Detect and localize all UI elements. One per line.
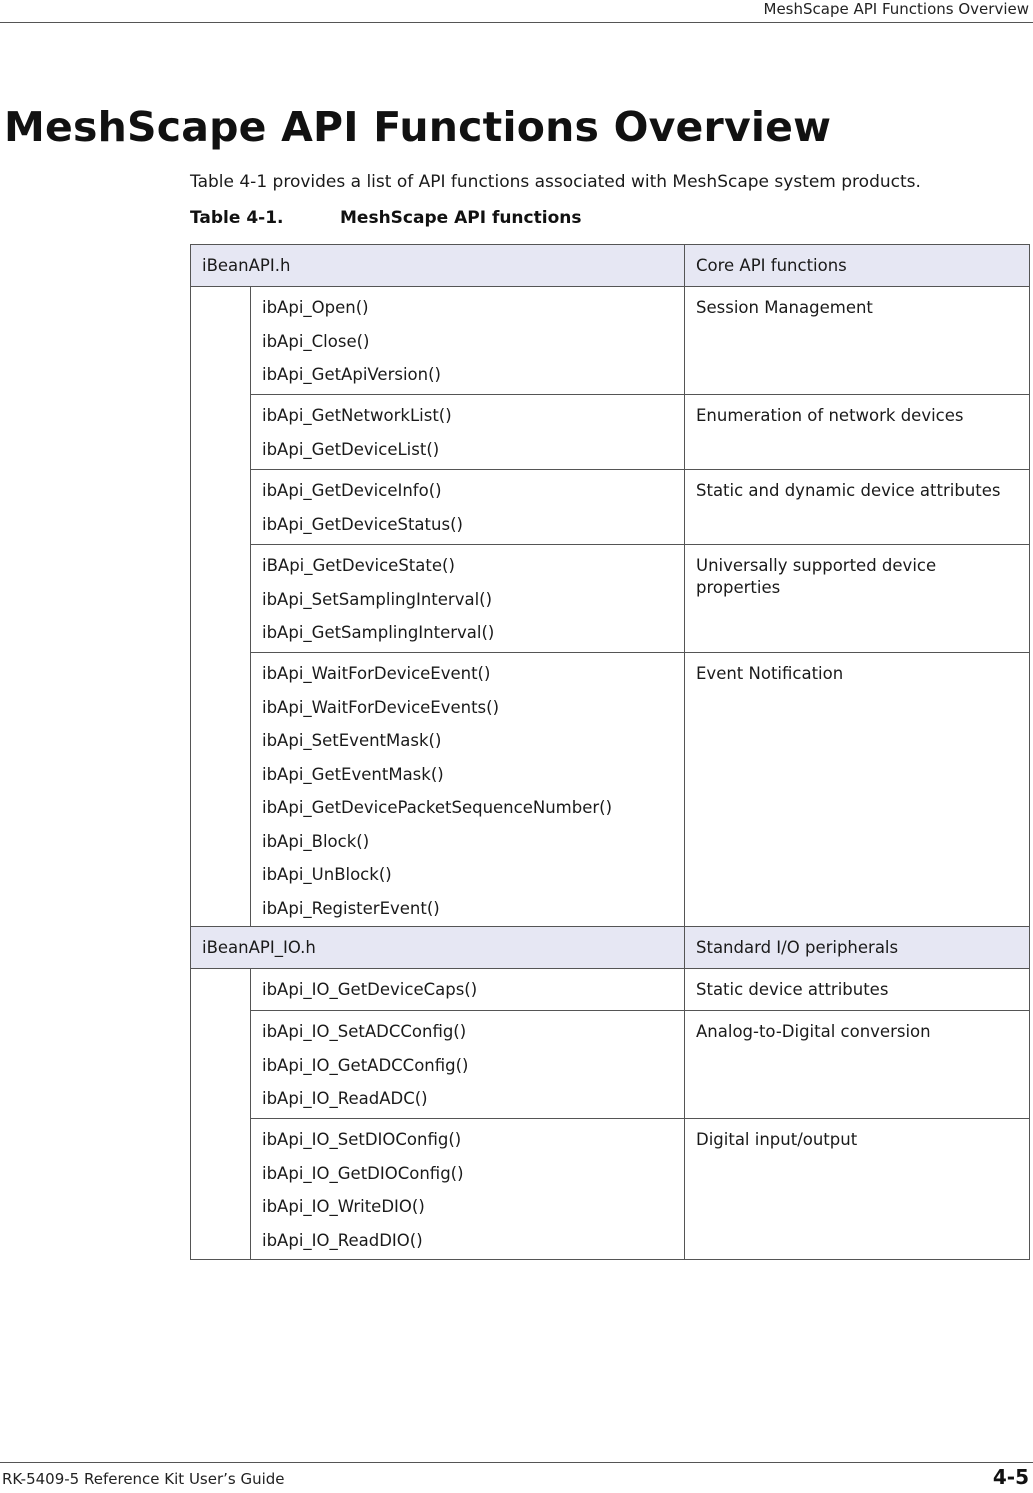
table-row bbox=[191, 395, 1030, 470]
function-name: ibApi_IO_GetDeviceCaps() bbox=[262, 980, 478, 999]
function-name: ibApi_RegisterEvent() bbox=[262, 898, 440, 918]
section-header-row bbox=[191, 245, 1030, 287]
function-name: ibApi_IO_WriteDIO() bbox=[262, 1197, 425, 1216]
table-row bbox=[191, 1011, 1030, 1119]
function-description: Analog-to-Digital conversion bbox=[696, 1022, 931, 1041]
description-cell bbox=[685, 1119, 1030, 1260]
table-row bbox=[191, 545, 1030, 653]
function-cell bbox=[251, 395, 685, 470]
function-cell bbox=[251, 1119, 685, 1260]
header-rule bbox=[0, 22, 1033, 23]
function-cell bbox=[251, 545, 685, 653]
section-header-desc bbox=[685, 245, 1030, 287]
function-name: ibApi_IO_GetDIOConfig() bbox=[262, 1163, 464, 1183]
description-cell bbox=[685, 395, 1030, 470]
function-name: ibApi_IO_SetADCConfig() bbox=[262, 1022, 467, 1041]
function-name: iBApi_GetDeviceState() bbox=[262, 556, 455, 575]
api-functions-table bbox=[190, 244, 1030, 1260]
function-name: ibApi_WaitForDeviceEvents() bbox=[262, 697, 500, 717]
section-header-file bbox=[191, 245, 685, 287]
function-cell bbox=[251, 653, 685, 927]
indent-cell bbox=[191, 969, 251, 1260]
section-header-desc bbox=[685, 927, 1030, 969]
description-cell bbox=[685, 1011, 1030, 1119]
description-cell bbox=[685, 470, 1030, 545]
function-name: ibApi_UnBlock() bbox=[262, 865, 392, 884]
section-header-desc-label: Standard I/O peripherals bbox=[696, 937, 899, 957]
section-header-file-label: iBeanAPI_IO.h bbox=[202, 937, 316, 957]
function-name: ibApi_GetNetworkList() bbox=[262, 406, 452, 425]
table-row bbox=[191, 653, 1030, 927]
description-cell bbox=[685, 545, 1030, 653]
table-row bbox=[191, 470, 1030, 545]
page-title: MeshScape API Functions Overview bbox=[4, 103, 832, 151]
function-cell bbox=[251, 287, 685, 395]
page-number: 4-5 bbox=[992, 1465, 1029, 1489]
function-name: ibApi_GetDeviceList() bbox=[262, 439, 440, 459]
section-header-file-label: iBeanAPI.h bbox=[202, 255, 291, 275]
function-name: ibApi_IO_ReadADC() bbox=[262, 1089, 428, 1108]
function-name: ibApi_Block() bbox=[262, 831, 370, 851]
running-header: MeshScape API Functions Overview bbox=[763, 0, 1029, 18]
footer-doc-title: RK-5409-5 Reference Kit User’s Guide bbox=[2, 1470, 285, 1488]
table-caption bbox=[190, 207, 581, 229]
function-name: ibApi_GetEventMask() bbox=[262, 764, 444, 784]
table-row bbox=[191, 287, 1030, 395]
function-description: Session Management bbox=[696, 298, 873, 317]
section-header-file bbox=[191, 927, 685, 969]
function-name: ibApi_GetSamplingInterval() bbox=[262, 623, 495, 642]
function-description: Event Notification bbox=[696, 664, 844, 683]
indent-cell bbox=[191, 287, 251, 927]
function-name: ibApi_SetEventMask() bbox=[262, 731, 442, 750]
function-name: ibApi_GetDevicePacketSequenceNumber() bbox=[262, 798, 613, 817]
description-cell bbox=[685, 287, 1030, 395]
section-header-desc-label: Core API functions bbox=[696, 255, 847, 275]
table-row bbox=[191, 1119, 1030, 1260]
function-description: Static and dynamic device attributes bbox=[696, 481, 1001, 500]
function-name: ibApi_Open() bbox=[262, 298, 369, 317]
function-name: ibApi_GetDeviceStatus() bbox=[262, 514, 463, 534]
description-cell bbox=[685, 969, 1030, 1011]
function-name: ibApi_Close() bbox=[262, 331, 370, 351]
intro-paragraph: Table 4-1 provides a list of API functions associated with MeshScape system products. bbox=[190, 172, 921, 192]
footer-rule bbox=[0, 1462, 1033, 1463]
function-description: Enumeration of network devices bbox=[696, 406, 964, 425]
function-name: ibApi_IO_GetADCConfig() bbox=[262, 1055, 469, 1075]
function-cell bbox=[251, 969, 685, 1011]
function-name: ibApi_WaitForDeviceEvent() bbox=[262, 664, 491, 683]
function-name: ibApi_SetSamplingInterval() bbox=[262, 589, 493, 609]
table-row bbox=[191, 969, 1030, 1011]
function-cell bbox=[251, 1011, 685, 1119]
table-caption-number: Table 4-1. bbox=[190, 208, 284, 228]
function-name: ibApi_IO_ReadDIO() bbox=[262, 1230, 423, 1250]
section-header-row bbox=[191, 927, 1030, 969]
table-caption-text: MeshScape API functions bbox=[340, 208, 582, 228]
function-description: Universally supported device properties bbox=[696, 556, 937, 597]
function-name: ibApi_GetApiVersion() bbox=[262, 365, 441, 384]
description-cell bbox=[685, 653, 1030, 927]
function-cell bbox=[251, 470, 685, 545]
function-description: Static device attributes bbox=[696, 980, 889, 999]
function-name: ibApi_IO_SetDIOConfig() bbox=[262, 1130, 462, 1149]
function-name: ibApi_GetDeviceInfo() bbox=[262, 481, 442, 500]
function-description: Digital input/output bbox=[696, 1130, 858, 1149]
